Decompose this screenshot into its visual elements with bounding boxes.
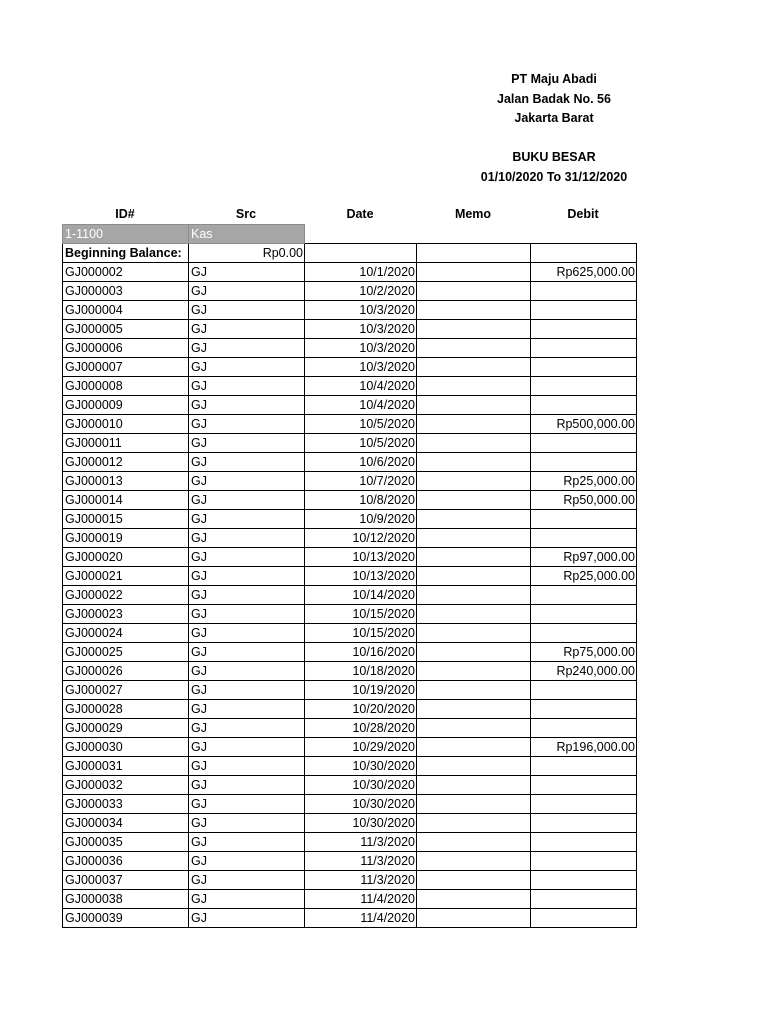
entry-date: 10/20/2020: [305, 700, 417, 719]
beginning-balance-value: Rp0.00: [189, 244, 305, 263]
table-row: [63, 339, 637, 358]
table-row: [63, 852, 637, 871]
entry-date: 10/7/2020: [305, 472, 417, 491]
column-header-memo: Memo: [454, 207, 492, 221]
entry-src: GJ: [189, 833, 305, 852]
entry-memo: [417, 662, 531, 681]
entry-src: GJ: [189, 719, 305, 738]
entry-src: GJ: [189, 605, 305, 624]
entry-memo: [417, 833, 531, 852]
beginning-balance-label: Beginning Balance:: [63, 244, 189, 263]
entry-debit: [531, 890, 637, 909]
company-address-line1: Jalan Badak No. 56: [497, 92, 611, 106]
entry-memo: [417, 415, 531, 434]
entry-src: GJ: [189, 567, 305, 586]
entry-id: GJ000014: [63, 491, 189, 510]
account-row: [63, 225, 637, 244]
entry-id: GJ000038: [63, 890, 189, 909]
entry-memo: [417, 396, 531, 415]
entry-date: 10/18/2020: [305, 662, 417, 681]
entry-src: GJ: [189, 548, 305, 567]
entry-date: 11/3/2020: [305, 871, 417, 890]
entry-date: 10/15/2020: [305, 624, 417, 643]
entry-id: GJ000025: [63, 643, 189, 662]
entry-debit: [531, 909, 637, 928]
entry-id: GJ000010: [63, 415, 189, 434]
table-row: [63, 795, 637, 814]
entry-debit: [531, 681, 637, 700]
entry-src: GJ: [189, 263, 305, 282]
entry-memo: [417, 700, 531, 719]
entry-date: 10/16/2020: [305, 643, 417, 662]
table-row: [63, 396, 637, 415]
entry-id: GJ000003: [63, 282, 189, 301]
entry-memo: [417, 795, 531, 814]
entry-memo: [417, 852, 531, 871]
entry-debit: [531, 377, 637, 396]
company-name: PT Maju Abadi: [511, 72, 597, 86]
entry-date: 10/29/2020: [305, 738, 417, 757]
entry-src: GJ: [189, 415, 305, 434]
entry-debit: [531, 795, 637, 814]
table-row: [63, 833, 637, 852]
entry-src: GJ: [189, 320, 305, 339]
entry-date: 11/3/2020: [305, 852, 417, 871]
entry-memo: [417, 491, 531, 510]
table-row: [63, 909, 637, 928]
entry-date: 10/6/2020: [305, 453, 417, 472]
entry-src: GJ: [189, 282, 305, 301]
entry-src: GJ: [189, 757, 305, 776]
entry-src: GJ: [189, 624, 305, 643]
entry-id: GJ000022: [63, 586, 189, 605]
table-row: [63, 472, 637, 491]
entry-src: GJ: [189, 434, 305, 453]
entry-src: GJ: [189, 529, 305, 548]
report-title: BUKU BESAR: [512, 150, 596, 164]
entry-debit: Rp50,000.00: [531, 491, 637, 510]
entry-id: GJ000020: [63, 548, 189, 567]
column-header-date: Date: [346, 207, 374, 221]
entry-id: GJ000029: [63, 719, 189, 738]
entry-date: 10/3/2020: [305, 358, 417, 377]
entry-id: GJ000007: [63, 358, 189, 377]
table-row: [63, 320, 637, 339]
entry-debit: Rp625,000.00: [531, 263, 637, 282]
table-row: [63, 719, 637, 738]
entry-debit: Rp75,000.00: [531, 643, 637, 662]
entry-memo: [417, 776, 531, 795]
entry-memo: [417, 434, 531, 453]
column-header-src: Src: [235, 207, 257, 221]
entry-debit: [531, 624, 637, 643]
entry-date: 10/5/2020: [305, 434, 417, 453]
entry-memo: [417, 643, 531, 662]
entry-id: GJ000035: [63, 833, 189, 852]
entry-src: GJ: [189, 586, 305, 605]
entry-date: 10/13/2020: [305, 548, 417, 567]
entry-memo: [417, 263, 531, 282]
entry-date: 10/8/2020: [305, 491, 417, 510]
entry-id: GJ000021: [63, 567, 189, 586]
entry-memo: [417, 624, 531, 643]
entry-debit: [531, 320, 637, 339]
entry-src: GJ: [189, 776, 305, 795]
entry-debit: Rp97,000.00: [531, 548, 637, 567]
entry-date: 10/12/2020: [305, 529, 417, 548]
entry-debit: [531, 833, 637, 852]
entry-debit: [531, 301, 637, 320]
entry-src: GJ: [189, 681, 305, 700]
entry-memo: [417, 757, 531, 776]
entry-id: GJ000019: [63, 529, 189, 548]
entry-debit: [531, 282, 637, 301]
entry-src: GJ: [189, 510, 305, 529]
entry-id: GJ000034: [63, 814, 189, 833]
entry-id: GJ000005: [63, 320, 189, 339]
entry-id: GJ000030: [63, 738, 189, 757]
entry-debit: [531, 529, 637, 548]
entry-memo: [417, 605, 531, 624]
entry-memo: [417, 719, 531, 738]
entry-id: GJ000013: [63, 472, 189, 491]
entry-date: 10/9/2020: [305, 510, 417, 529]
entry-src: GJ: [189, 890, 305, 909]
entry-debit: Rp25,000.00: [531, 472, 637, 491]
entry-id: GJ000015: [63, 510, 189, 529]
entry-date: 10/19/2020: [305, 681, 417, 700]
entry-id: GJ000033: [63, 795, 189, 814]
ledger-table: [62, 224, 637, 928]
entry-date: 11/4/2020: [305, 909, 417, 928]
table-row: [63, 738, 637, 757]
entry-id: GJ000031: [63, 757, 189, 776]
entry-id: GJ000028: [63, 700, 189, 719]
entry-memo: [417, 890, 531, 909]
entry-debit: [531, 586, 637, 605]
entry-date: 10/1/2020: [305, 263, 417, 282]
entry-memo: [417, 548, 531, 567]
table-row: [63, 890, 637, 909]
entry-date: 10/30/2020: [305, 795, 417, 814]
beginning-balance-row: [63, 244, 637, 263]
entry-debit: [531, 776, 637, 795]
entry-memo: [417, 339, 531, 358]
entry-date: 10/3/2020: [305, 301, 417, 320]
table-row: [63, 510, 637, 529]
entry-id: GJ000023: [63, 605, 189, 624]
table-row: [63, 643, 637, 662]
entry-src: GJ: [189, 871, 305, 890]
entry-src: GJ: [189, 700, 305, 719]
entry-memo: [417, 510, 531, 529]
entry-src: GJ: [189, 643, 305, 662]
entry-memo: [417, 529, 531, 548]
entry-src: GJ: [189, 738, 305, 757]
entry-src: GJ: [189, 852, 305, 871]
entry-debit: [531, 719, 637, 738]
entry-id: GJ000036: [63, 852, 189, 871]
table-row: [63, 529, 637, 548]
entry-date: 10/30/2020: [305, 776, 417, 795]
entry-memo: [417, 909, 531, 928]
table-row: [63, 434, 637, 453]
entry-src: GJ: [189, 909, 305, 928]
entry-id: GJ000039: [63, 909, 189, 928]
entry-memo: [417, 472, 531, 491]
account-name: Kas: [189, 225, 305, 244]
entry-id: GJ000024: [63, 624, 189, 643]
entry-date: 10/15/2020: [305, 605, 417, 624]
column-header-debit: Debit: [567, 207, 599, 221]
entry-debit: [531, 396, 637, 415]
entry-date: 10/4/2020: [305, 377, 417, 396]
entry-debit: [531, 852, 637, 871]
entry-src: GJ: [189, 795, 305, 814]
entry-memo: [417, 567, 531, 586]
entry-memo: [417, 681, 531, 700]
table-row: [63, 871, 637, 890]
report-period: 01/10/2020 To 31/12/2020: [480, 170, 628, 184]
table-row: [63, 358, 637, 377]
entry-src: GJ: [189, 339, 305, 358]
table-row: [63, 757, 637, 776]
entry-src: GJ: [189, 377, 305, 396]
table-row: [63, 776, 637, 795]
entry-date: 10/3/2020: [305, 339, 417, 358]
entry-debit: [531, 814, 637, 833]
entry-memo: [417, 301, 531, 320]
entry-memo: [417, 738, 531, 757]
entry-debit: Rp25,000.00: [531, 567, 637, 586]
entry-date: 10/2/2020: [305, 282, 417, 301]
table-row: [63, 415, 637, 434]
entry-id: GJ000008: [63, 377, 189, 396]
table-row: [63, 586, 637, 605]
entry-date: 10/30/2020: [305, 814, 417, 833]
entry-date: 10/28/2020: [305, 719, 417, 738]
entry-memo: [417, 871, 531, 890]
entry-debit: [531, 700, 637, 719]
entry-id: GJ000004: [63, 301, 189, 320]
entry-id: GJ000037: [63, 871, 189, 890]
entry-memo: [417, 282, 531, 301]
entry-id: GJ000009: [63, 396, 189, 415]
entry-debit: [531, 339, 637, 358]
entry-debit: Rp240,000.00: [531, 662, 637, 681]
table-row: [63, 301, 637, 320]
table-row: [63, 700, 637, 719]
column-header-id: ID#: [115, 207, 135, 221]
entry-debit: Rp500,000.00: [531, 415, 637, 434]
entry-debit: [531, 871, 637, 890]
account-code: 1-1100: [63, 225, 189, 244]
entry-memo: [417, 453, 531, 472]
entry-date: 10/14/2020: [305, 586, 417, 605]
entry-src: GJ: [189, 491, 305, 510]
entry-id: GJ000027: [63, 681, 189, 700]
table-row: [63, 263, 637, 282]
entry-src: GJ: [189, 358, 305, 377]
entry-date: 11/3/2020: [305, 833, 417, 852]
entry-debit: [531, 757, 637, 776]
entry-date: 10/3/2020: [305, 320, 417, 339]
entry-id: GJ000032: [63, 776, 189, 795]
entry-debit: Rp196,000.00: [531, 738, 637, 757]
entry-date: 10/5/2020: [305, 415, 417, 434]
entry-src: GJ: [189, 662, 305, 681]
entry-date: 10/13/2020: [305, 567, 417, 586]
table-row: [63, 681, 637, 700]
table-row: [63, 567, 637, 586]
entry-id: GJ000006: [63, 339, 189, 358]
entry-src: GJ: [189, 453, 305, 472]
table-row: [63, 624, 637, 643]
entry-debit: [531, 434, 637, 453]
entry-date: 10/4/2020: [305, 396, 417, 415]
entry-src: GJ: [189, 814, 305, 833]
entry-src: GJ: [189, 396, 305, 415]
entry-date: 11/4/2020: [305, 890, 417, 909]
entry-debit: [531, 358, 637, 377]
entry-debit: [531, 453, 637, 472]
table-row: [63, 377, 637, 396]
entry-date: 10/30/2020: [305, 757, 417, 776]
entry-debit: [531, 510, 637, 529]
entry-src: GJ: [189, 472, 305, 491]
entry-memo: [417, 377, 531, 396]
entry-memo: [417, 320, 531, 339]
entry-id: GJ000012: [63, 453, 189, 472]
table-row: [63, 662, 637, 681]
table-row: [63, 605, 637, 624]
entry-debit: [531, 605, 637, 624]
entry-memo: [417, 358, 531, 377]
table-row: [63, 548, 637, 567]
table-row: [63, 453, 637, 472]
entry-id: GJ000011: [63, 434, 189, 453]
entry-memo: [417, 586, 531, 605]
table-row: [63, 282, 637, 301]
entry-src: GJ: [189, 301, 305, 320]
entry-id: GJ000026: [63, 662, 189, 681]
entry-memo: [417, 814, 531, 833]
company-address-line2: Jakarta Barat: [514, 111, 594, 125]
table-row: [63, 491, 637, 510]
entry-id: GJ000002: [63, 263, 189, 282]
table-row: [63, 814, 637, 833]
